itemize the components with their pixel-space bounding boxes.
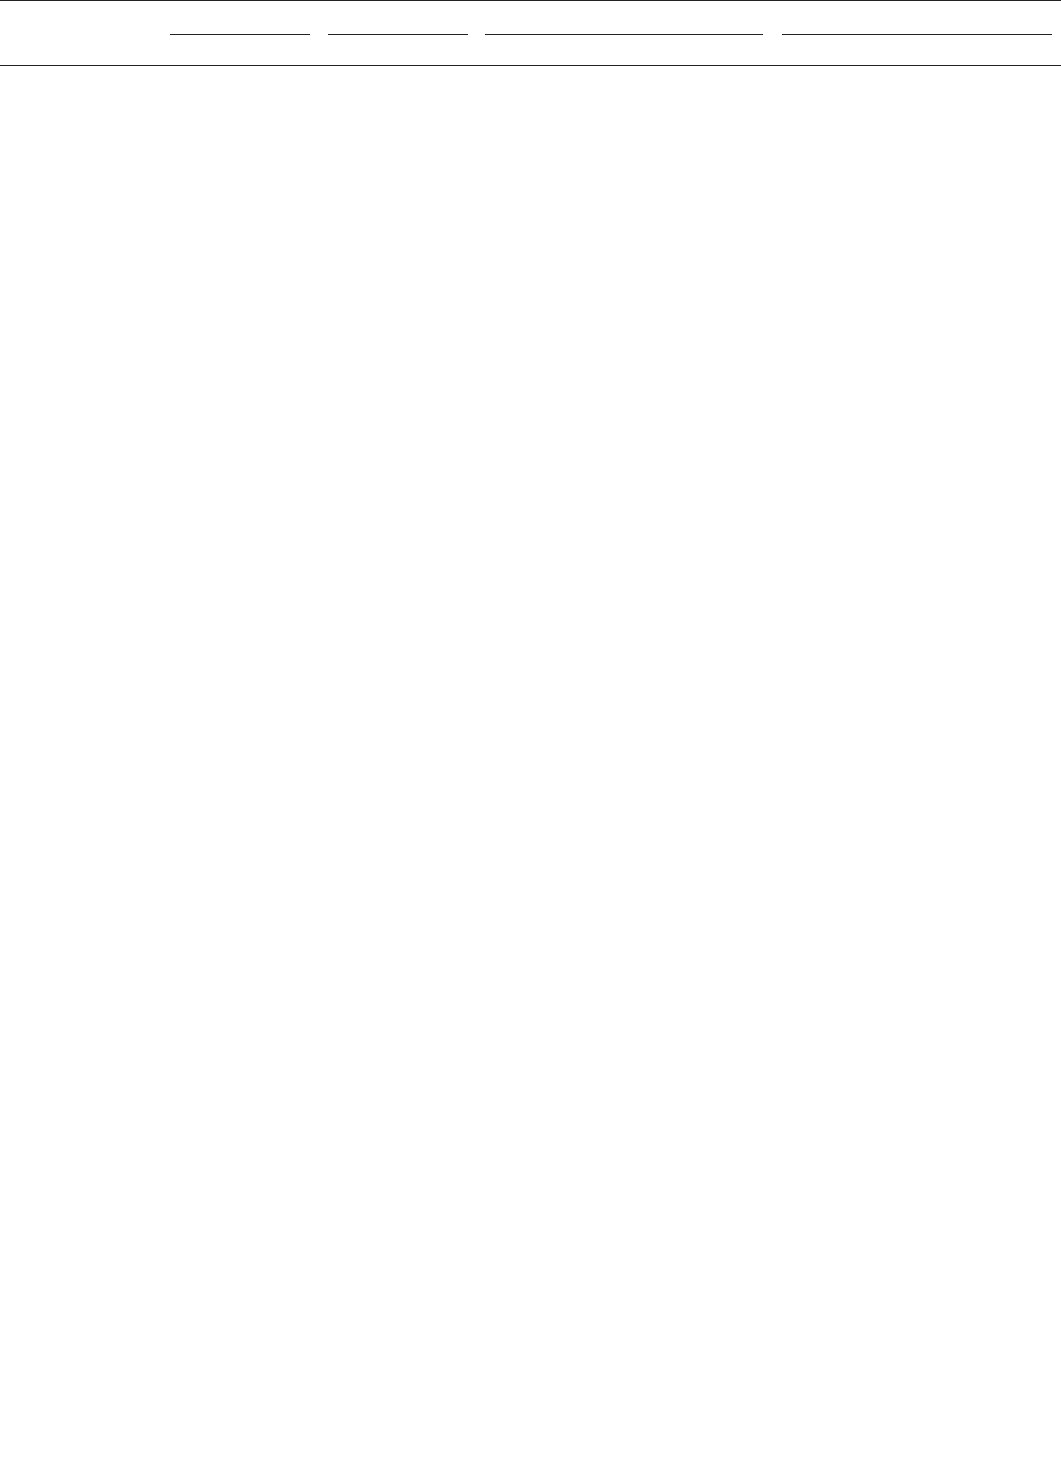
footnote-b [2,0,1052,21]
adjusted-header-rule [782,34,1052,35]
intervention-header-rule [328,34,468,35]
control-header-rule [170,34,310,35]
header-bottom-rule [0,65,1061,66]
crude-header-rule [485,34,763,35]
